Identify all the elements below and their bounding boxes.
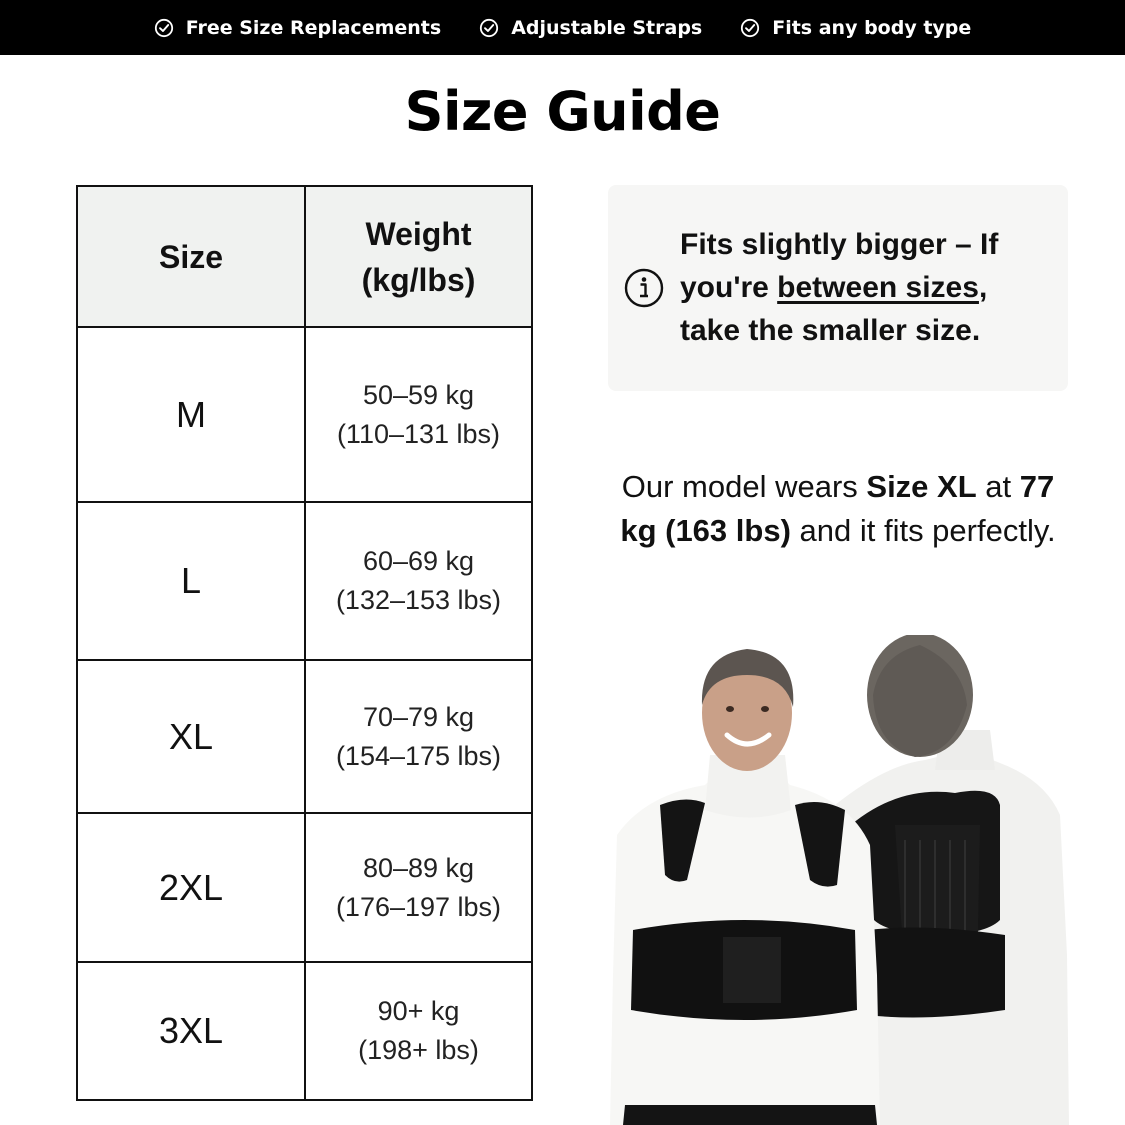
fit-notice-text: Fits slightly bigger – If you're between sizes, take the smaller size. xyxy=(680,228,999,347)
weight-cell xyxy=(305,502,532,660)
header-weight xyxy=(305,186,532,327)
check-circle-icon xyxy=(740,18,760,38)
weight-lbs: (198+ lbs) xyxy=(358,1035,479,1065)
size-table xyxy=(76,185,533,1101)
weight-kg: 60–69 kg xyxy=(362,546,475,576)
weight-kg: 70–79 kg xyxy=(362,701,475,732)
benefit-fits-any-body xyxy=(740,17,971,39)
weight-cell xyxy=(305,327,532,502)
size-cell: 3XL xyxy=(77,962,305,1100)
model-weight: 77 kg (163 lbs) xyxy=(620,469,1055,548)
weight-lbs: (154–175 lbs) xyxy=(335,740,502,771)
table-row xyxy=(77,813,532,962)
front-view-model xyxy=(610,649,880,1125)
weight-cell xyxy=(305,813,532,962)
benefits-bar xyxy=(0,0,1125,55)
weight-lbs: (110–131 lbs) xyxy=(336,418,501,449)
weight-lbs: (132–153 lbs) xyxy=(335,585,502,615)
table-row xyxy=(77,502,532,660)
weight-kg: 80–89 kg xyxy=(362,852,475,883)
weight-lbs: (176–197 lbs) xyxy=(335,891,502,922)
table-row xyxy=(77,327,532,502)
between-sizes-link[interactable]: between sizes xyxy=(777,271,979,304)
model-photo xyxy=(605,635,1075,1125)
info-icon xyxy=(624,268,664,308)
size-cell: XL xyxy=(77,660,305,813)
check-circle-icon xyxy=(154,18,174,38)
benefit-label: Free Size Replacements xyxy=(185,16,442,39)
benefit-label: Fits any body type xyxy=(772,16,972,39)
header-size: Size xyxy=(77,186,305,327)
table-row xyxy=(77,962,532,1100)
header-weight-line2: (kg/lbs) xyxy=(361,261,476,298)
model-note: Our model wears Size XL at 77 kg (163 lbs) and it fits perfectly. xyxy=(620,469,1056,548)
fit-notice xyxy=(608,185,1068,391)
table-row xyxy=(77,660,532,813)
size-cell: M xyxy=(77,327,305,502)
page-title: Size Guide xyxy=(404,80,721,143)
table-header-row xyxy=(77,186,532,327)
benefit-label: Adjustable Straps xyxy=(511,16,703,39)
model-size: Size XL xyxy=(866,469,977,504)
header-weight-line1: Weight xyxy=(365,215,472,252)
size-cell: L xyxy=(77,502,305,660)
size-cell: 2XL xyxy=(77,813,305,962)
benefit-adjustable-straps xyxy=(479,17,702,39)
weight-kg: 50–59 kg xyxy=(362,379,475,410)
check-circle-icon xyxy=(479,18,499,38)
weight-cell xyxy=(305,962,532,1100)
weight-cell xyxy=(305,660,532,813)
weight-kg: 90+ kg xyxy=(377,996,460,1026)
benefit-free-size-replacements xyxy=(154,17,441,39)
